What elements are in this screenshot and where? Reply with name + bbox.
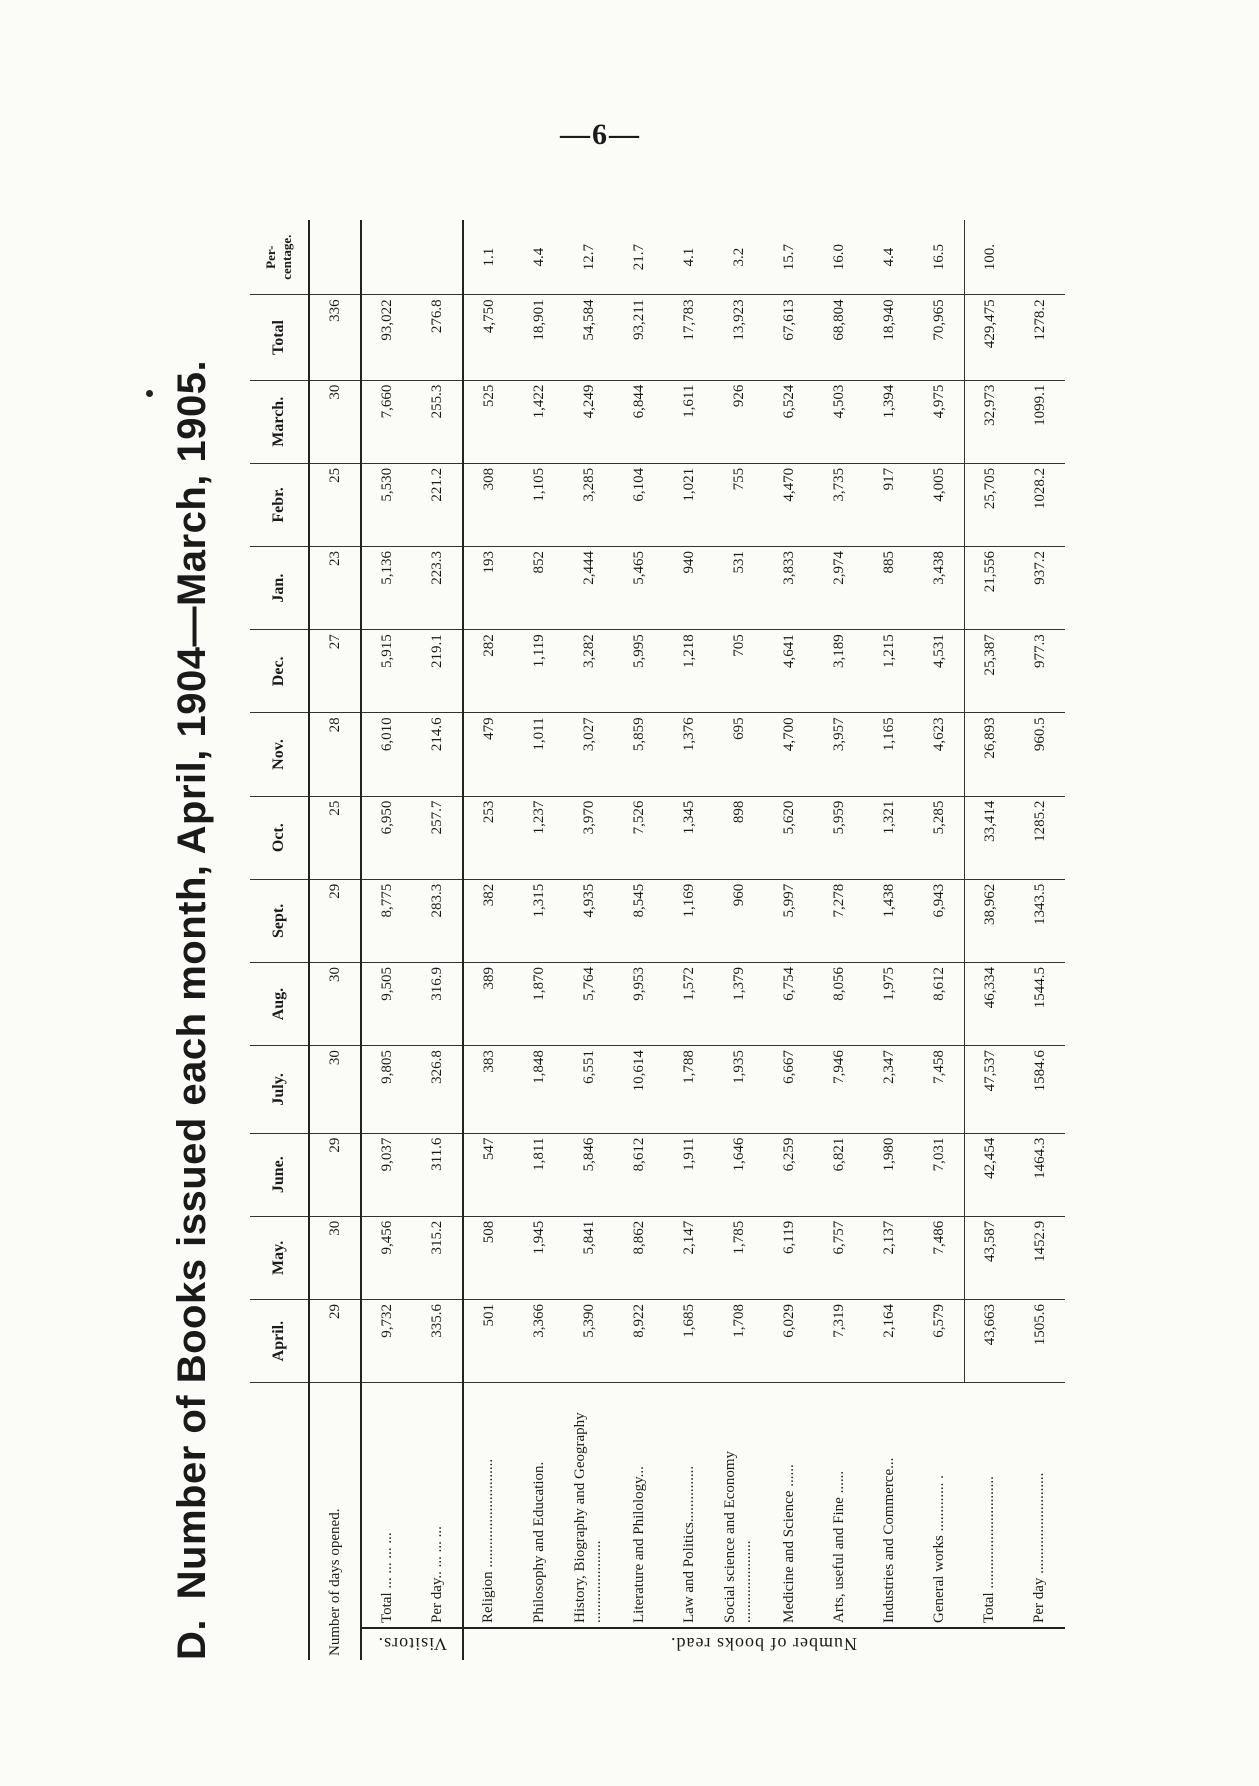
table-cell: 4.4 <box>514 220 564 295</box>
visitors-side-label: Visitors. <box>361 1628 463 1660</box>
table-cell: 1,379 <box>714 962 764 1045</box>
table-cell: 547 <box>463 1133 514 1216</box>
row-label: History, Biography and Geography ...................... <box>572 1412 604 1623</box>
table-cell: 6,943 <box>914 879 965 962</box>
table-cell: 3,438 <box>914 547 965 630</box>
page-title <box>170 210 240 1660</box>
table-cell: 5,915 <box>361 630 412 713</box>
table-cell: 389 <box>463 962 514 1045</box>
table-cell: 4,623 <box>914 713 965 796</box>
table-cell: 311.6 <box>412 1133 463 1216</box>
column-header: July. <box>250 1046 309 1133</box>
table-cell: 5,997 <box>764 879 814 962</box>
table-row <box>864 220 914 1660</box>
table-cell: 4,975 <box>914 380 965 463</box>
table-cell: 3,189 <box>814 630 864 713</box>
table-cell: 7,660 <box>361 380 412 463</box>
table-cell: 283.3 <box>412 879 463 962</box>
table-cell: 1,685 <box>664 1299 714 1382</box>
column-header: Febr. <box>250 463 309 546</box>
table-cell: 18,940 <box>864 295 914 380</box>
table-cell: 276.8 <box>412 295 463 380</box>
table-cell: 93,211 <box>614 295 664 380</box>
table-body <box>309 220 1065 1660</box>
table-cell: 5,764 <box>564 962 614 1045</box>
table-cell: 193 <box>463 547 514 630</box>
table-cell: 9,037 <box>361 1133 412 1216</box>
table-cell: 1,870 <box>514 962 564 1045</box>
table-row <box>564 220 614 1660</box>
row-label: Number of days opened. <box>326 1508 343 1656</box>
table-cell: 4.1 <box>664 220 714 295</box>
table-cell: 21.7 <box>614 220 664 295</box>
table-cell: 3.2 <box>714 220 764 295</box>
table-cell: 1,572 <box>664 962 714 1045</box>
table-row <box>764 220 814 1660</box>
table-row <box>965 220 1016 1660</box>
table-row <box>514 220 564 1660</box>
table-cell: 755 <box>714 463 764 546</box>
table-cell: 5,530 <box>361 463 412 546</box>
table-row <box>914 220 965 1660</box>
table-cell: 1099.1 <box>1015 380 1065 463</box>
table-cell: 1,394 <box>864 380 914 463</box>
table-cell: 30 <box>309 1216 361 1299</box>
table-cell: 5,846 <box>564 1133 614 1216</box>
table-row <box>463 220 514 1660</box>
column-header: March. <box>250 380 309 463</box>
column-header: Aug. <box>250 962 309 1045</box>
table-cell: 940 <box>664 547 714 630</box>
table-cell: 898 <box>714 796 764 879</box>
table-cell: 1,237 <box>514 796 564 879</box>
table-cell: 1,848 <box>514 1046 564 1133</box>
column-header: April. <box>250 1299 309 1382</box>
table-cell: 6,551 <box>564 1046 614 1133</box>
title-text: Number of Books issued each month, April, 1904—March, 1905. <box>170 359 214 1600</box>
column-header: Per-centage. <box>250 220 309 295</box>
row-label: Medicine and Science ...... <box>780 1464 797 1623</box>
table-cell: 9,805 <box>361 1046 412 1133</box>
table-cell: 6,754 <box>764 962 814 1045</box>
table-cell: 937.2 <box>1015 547 1065 630</box>
table-cell: 4,935 <box>564 879 614 962</box>
table-cell: 1,438 <box>864 879 914 962</box>
table-cell: 9,505 <box>361 962 412 1045</box>
table-cell: 5,841 <box>564 1216 614 1299</box>
table-cell: 282 <box>463 630 514 713</box>
table-cell: 32,973 <box>965 380 1016 463</box>
table-cell: 1,646 <box>714 1133 764 1216</box>
table-cell: 43,663 <box>965 1299 1016 1382</box>
table-cell: 1,215 <box>864 630 914 713</box>
table-cell: 42,454 <box>965 1133 1016 1216</box>
row-label: Law and Politics............... <box>680 1465 697 1623</box>
table-cell: 960 <box>714 879 764 962</box>
table-cell: 6,104 <box>614 463 664 546</box>
table-cell: 7,486 <box>914 1216 965 1299</box>
table-cell: 926 <box>714 380 764 463</box>
table-cell: 1,321 <box>864 796 914 879</box>
table-cell: 4,249 <box>564 380 614 463</box>
table-cell: 5,390 <box>564 1299 614 1382</box>
table-cell: 30 <box>309 1046 361 1133</box>
table-cell: 2,137 <box>864 1216 914 1299</box>
table-cell: 6,119 <box>764 1216 814 1299</box>
table-cell: 4,531 <box>914 630 965 713</box>
table-cell: 4,750 <box>463 295 514 380</box>
table-cell: 29 <box>309 1299 361 1382</box>
table-cell: 1,811 <box>514 1133 564 1216</box>
table-cell: 6,757 <box>814 1216 864 1299</box>
column-header: May. <box>250 1216 309 1299</box>
table-cell: 47,537 <box>965 1046 1016 1133</box>
books-issued-table <box>250 220 1065 1660</box>
table-cell: 2,147 <box>664 1216 714 1299</box>
table-cell: 25,705 <box>965 463 1016 546</box>
column-header: Sept. <box>250 879 309 962</box>
table-row <box>814 220 864 1660</box>
table-cell: 2,347 <box>864 1046 914 1133</box>
table-cell: 316.9 <box>412 962 463 1045</box>
table-cell: 27 <box>309 630 361 713</box>
table-cell: 30 <box>309 380 361 463</box>
ink-dot <box>146 390 153 397</box>
table-cell: 21,556 <box>965 547 1016 630</box>
table-cell: 917 <box>864 463 914 546</box>
table-cell: 257.7 <box>412 796 463 879</box>
page-number: —6— <box>560 118 641 151</box>
table-cell: 25 <box>309 796 361 879</box>
table-row <box>614 220 664 1660</box>
table-cell: 4,470 <box>764 463 814 546</box>
table-cell: 1278.2 <box>1015 295 1065 380</box>
table-cell: 6,821 <box>814 1133 864 1216</box>
table-cell: 1,218 <box>664 630 714 713</box>
table-cell: 1,021 <box>664 463 714 546</box>
column-header: Jan. <box>250 547 309 630</box>
table-cell <box>309 220 361 295</box>
row-label: Industries and Commerce... <box>880 1457 897 1623</box>
table-cell: 326.8 <box>412 1046 463 1133</box>
table-cell: 1,165 <box>864 713 914 796</box>
table-cell: 695 <box>714 713 764 796</box>
rotated-table-block <box>170 210 1080 1680</box>
table-cell: 23 <box>309 547 361 630</box>
column-header: June. <box>250 1133 309 1216</box>
row-label: Per day ........................... <box>1031 1472 1048 1623</box>
table-cell: 1,169 <box>664 879 714 962</box>
table-cell: 7,946 <box>814 1046 864 1133</box>
table-cell: 6,010 <box>361 713 412 796</box>
table-cell: 383 <box>463 1046 514 1133</box>
table-cell: 1,611 <box>664 380 714 463</box>
table-cell: 29 <box>309 1133 361 1216</box>
table-cell: 1,119 <box>514 630 564 713</box>
table-cell: 3,957 <box>814 713 864 796</box>
table-cell: 28 <box>309 713 361 796</box>
table-cell: 1,788 <box>664 1046 714 1133</box>
table-cell: 4,005 <box>914 463 965 546</box>
table-cell: 4.4 <box>864 220 914 295</box>
row-label: Social science and Economy ...................... <box>722 1450 754 1623</box>
column-header: Dec. <box>250 630 309 713</box>
column-header: Nov. <box>250 713 309 796</box>
table-cell: 6,029 <box>764 1299 814 1382</box>
table-cell: 25,387 <box>965 630 1016 713</box>
table-cell: 219.1 <box>412 630 463 713</box>
table-cell: 308 <box>463 463 514 546</box>
table-cell: 8,612 <box>614 1133 664 1216</box>
table-cell: 852 <box>514 547 564 630</box>
table-cell: 5,959 <box>814 796 864 879</box>
table-cell: 8,775 <box>361 879 412 962</box>
table-row <box>361 220 412 1660</box>
table-cell: 5,859 <box>614 713 664 796</box>
table-cell: 1.1 <box>463 220 514 295</box>
row-label: Per day.. ... ... ... <box>428 1526 445 1623</box>
table-cell: 6,259 <box>764 1133 814 1216</box>
table-cell: 2,444 <box>564 547 614 630</box>
table-cell: 9,456 <box>361 1216 412 1299</box>
table-cell: 67,613 <box>764 295 814 380</box>
table-cell: 1,422 <box>514 380 564 463</box>
table-cell: 382 <box>463 879 514 962</box>
row-label: Literature and Philology... <box>630 1466 647 1623</box>
table-cell: 26,893 <box>965 713 1016 796</box>
table-cell: 531 <box>714 547 764 630</box>
row-label: Total ... ... ... ... <box>361 1383 412 1628</box>
table-cell: 3,366 <box>514 1299 564 1382</box>
table-cell: 508 <box>463 1216 514 1299</box>
table-row <box>714 220 764 1660</box>
table-cell: 1,980 <box>864 1133 914 1216</box>
table-cell: 25 <box>309 463 361 546</box>
table-cell: 525 <box>463 380 514 463</box>
table-cell: 1,975 <box>864 962 914 1045</box>
table-cell: 68,804 <box>814 295 864 380</box>
table-cell: 221.2 <box>412 463 463 546</box>
table-cell: 501 <box>463 1299 514 1382</box>
table-cell: 5,136 <box>361 547 412 630</box>
table-cell: 214.6 <box>412 713 463 796</box>
row-label: General works ............. . <box>930 1475 947 1623</box>
books-read-side-label: Number of books read. <box>463 1628 1065 1660</box>
table-cell: 7,031 <box>914 1133 965 1216</box>
table-cell <box>412 220 463 295</box>
table-cell: 3,970 <box>564 796 614 879</box>
table-cell: 5,465 <box>614 547 664 630</box>
table-cell: 46,334 <box>965 962 1016 1045</box>
table-cell: 2,974 <box>814 547 864 630</box>
table-cell: 705 <box>714 630 764 713</box>
title-prefix: D. <box>170 1619 214 1660</box>
table-cell: 8,545 <box>614 879 664 962</box>
table-cell: 977.3 <box>1015 630 1065 713</box>
table-cell: 5,285 <box>914 796 965 879</box>
table-cell: 2,164 <box>864 1299 914 1382</box>
row-label: Total .............................. <box>980 1476 997 1623</box>
table-cell: 13,923 <box>714 295 764 380</box>
table-cell: 54,584 <box>564 295 614 380</box>
table-cell: 1,935 <box>714 1046 764 1133</box>
table-cell: 1,785 <box>714 1216 764 1299</box>
table-cell: 1452.9 <box>1015 1216 1065 1299</box>
table-cell: 336 <box>309 295 361 380</box>
table-cell: 7,319 <box>814 1299 864 1382</box>
table-cell: 1,345 <box>664 796 714 879</box>
table-cell: 7,278 <box>814 879 864 962</box>
table-cell: 3,282 <box>564 630 614 713</box>
table-cell: 10,614 <box>614 1046 664 1133</box>
table-cell: 70,965 <box>914 295 965 380</box>
table-row <box>412 220 463 1660</box>
table-cell: 15.7 <box>764 220 814 295</box>
table-cell: 6,524 <box>764 380 814 463</box>
table-cell: 8,056 <box>814 962 864 1045</box>
table-header-row <box>250 220 309 1660</box>
table-cell: 1285.2 <box>1015 796 1065 879</box>
table-cell: 960.5 <box>1015 713 1065 796</box>
table-cell: 1,945 <box>514 1216 564 1299</box>
table-cell: 1464.3 <box>1015 1133 1065 1216</box>
table-cell: 93,022 <box>361 295 412 380</box>
table-cell: 16.5 <box>914 220 965 295</box>
table-cell: 17,783 <box>664 295 714 380</box>
table-row <box>309 220 361 1660</box>
row-label: Religion ............................. <box>463 1383 514 1628</box>
table-cell: 8,612 <box>914 962 965 1045</box>
table-cell: 3,833 <box>764 547 814 630</box>
table-cell: 7,526 <box>614 796 664 879</box>
table-cell: 1,911 <box>664 1133 714 1216</box>
table-cell: 1028.2 <box>1015 463 1065 546</box>
table-cell: 1,105 <box>514 463 564 546</box>
table-cell: 29 <box>309 879 361 962</box>
table-cell: 335.6 <box>412 1299 463 1382</box>
table-cell: 5,620 <box>764 796 814 879</box>
table-cell: 6,950 <box>361 796 412 879</box>
table-cell: 8,862 <box>614 1216 664 1299</box>
table-cell: 6,667 <box>764 1046 814 1133</box>
table-cell: 315.2 <box>412 1216 463 1299</box>
table-cell: 1343.5 <box>1015 879 1065 962</box>
table-cell: 1,708 <box>714 1299 764 1382</box>
column-header: Total <box>250 295 309 380</box>
table-cell: 1,376 <box>664 713 714 796</box>
table-cell: 885 <box>864 547 914 630</box>
table-cell: 253 <box>463 796 514 879</box>
table-cell: 479 <box>463 713 514 796</box>
row-label: Arts, useful and Fine ...... <box>830 1470 847 1623</box>
table-cell: 43,587 <box>965 1216 1016 1299</box>
table-cell: 1544.5 <box>1015 962 1065 1045</box>
table-row <box>664 220 714 1660</box>
table-cell: 4,700 <box>764 713 814 796</box>
table-cell: 9,953 <box>614 962 664 1045</box>
table-cell: 1584.6 <box>1015 1046 1065 1133</box>
table-cell: 38,962 <box>965 879 1016 962</box>
table-cell: 3,735 <box>814 463 864 546</box>
table-cell: 4,503 <box>814 380 864 463</box>
table-cell: 1505.6 <box>1015 1299 1065 1382</box>
table-cell: 18,901 <box>514 295 564 380</box>
table-cell: 9,732 <box>361 1299 412 1382</box>
table-cell: 12.7 <box>564 220 614 295</box>
table-cell: 429,475 <box>965 295 1016 380</box>
table-row <box>1015 220 1065 1660</box>
table-cell: 3,285 <box>564 463 614 546</box>
table-cell: 100. <box>965 220 1016 295</box>
table-cell: 5,995 <box>614 630 664 713</box>
table-cell: 1,315 <box>514 879 564 962</box>
table-cell: 6,844 <box>614 380 664 463</box>
table-cell: 6,579 <box>914 1299 965 1382</box>
table-cell: 7,458 <box>914 1046 965 1133</box>
table-cell: 3,027 <box>564 713 614 796</box>
row-label: Philosophy and Education. <box>530 1461 547 1623</box>
table-cell <box>361 220 412 295</box>
table-cell: 8,922 <box>614 1299 664 1382</box>
table-cell: 30 <box>309 962 361 1045</box>
table-cell: 255.3 <box>412 380 463 463</box>
table-cell: 1,011 <box>514 713 564 796</box>
table-cell <box>1015 220 1065 295</box>
table-cell: 223.3 <box>412 547 463 630</box>
column-header: Oct. <box>250 796 309 879</box>
table-cell: 16.0 <box>814 220 864 295</box>
table-cell: 33,414 <box>965 796 1016 879</box>
table-cell: 4,641 <box>764 630 814 713</box>
